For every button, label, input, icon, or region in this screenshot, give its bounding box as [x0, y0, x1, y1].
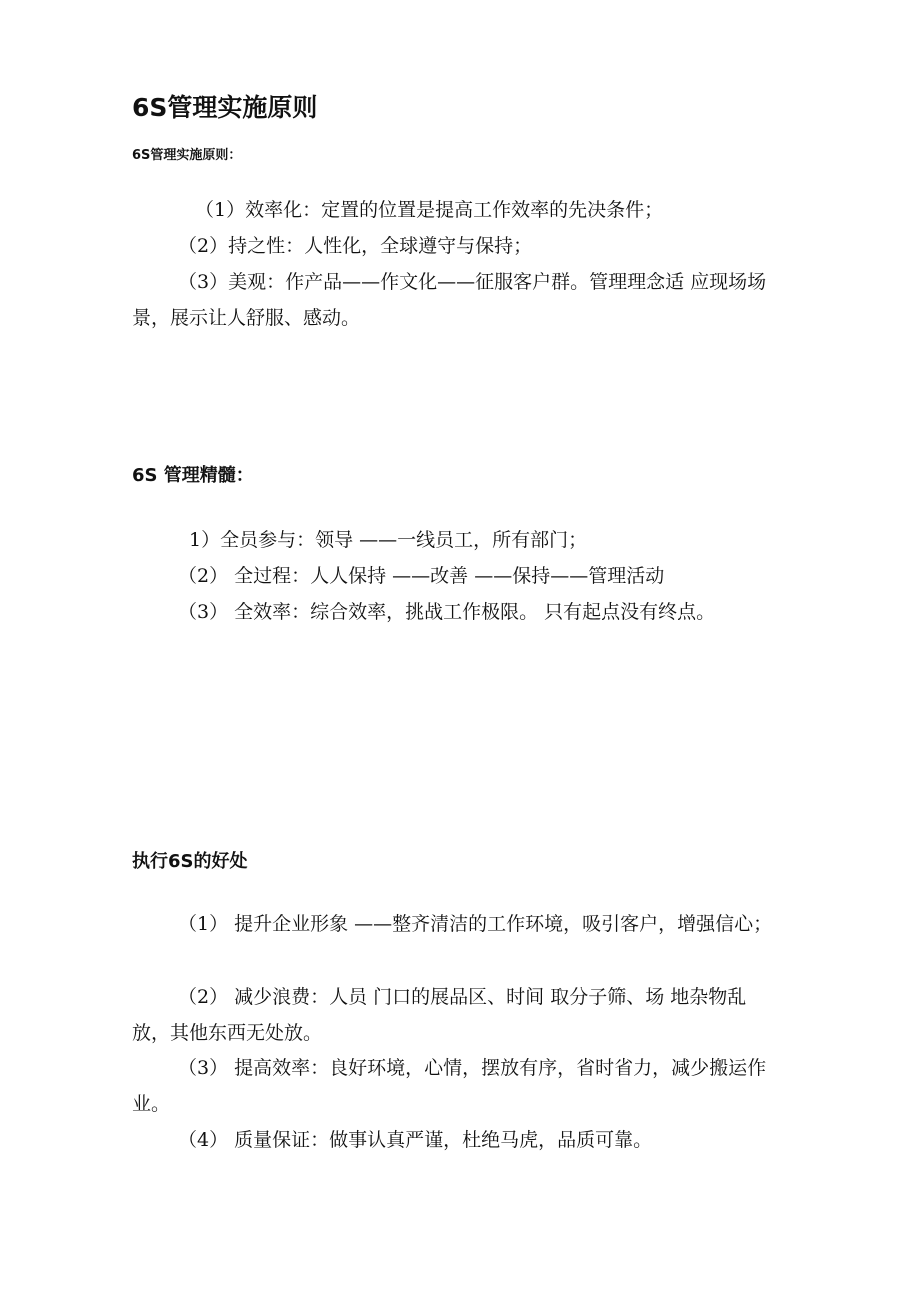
- page-subtitle: 6S管理实施原则：: [132, 148, 242, 163]
- principle-item-2: （2）持之性：人性化，全球遵守与保持；: [178, 235, 533, 257]
- essence-heading: 6S 管理精髓：: [132, 465, 254, 486]
- principle-item-1: （1）效率化：定置的位置是提高工作效率的先决条件；: [195, 199, 664, 221]
- essence-item-1: 1）全员参与：领导 ——一线员工，所有部门；: [189, 529, 588, 551]
- benefits-heading: 执行6S的好处: [132, 851, 248, 872]
- essence-item-3: （3） 全效率：综合效率，挑战工作极限。 只有起点没有终点。: [178, 601, 716, 623]
- principle-item-3: （3）美观：作产品——作文化——征服客户群。管理理念适 应现场场景，展示让人舒服、感动。: [132, 271, 767, 329]
- essence-item-2: （2） 全过程：人人保持 ——改善 ——保持——管理活动: [178, 565, 665, 587]
- benefit-item-4: （4） 质量保证：做事认真严谨，杜绝马虎，品质可靠。: [178, 1129, 653, 1151]
- benefit-item-3: （3） 提高效率：良好环境，心情，摆放有序，省时省力，减少搬运作业。: [132, 1057, 767, 1115]
- benefit-item-2: （2） 减少浪费：人员 门口的展品区、时间 取分子筛、场 地杂物乱放，其他东西无处放。: [132, 986, 747, 1044]
- benefit-item-1: （1） 提升企业形象 ——整齐清洁的工作环境，吸引客户，增强信心；: [178, 913, 773, 935]
- page-title: 6S管理实施原则: [132, 93, 318, 122]
